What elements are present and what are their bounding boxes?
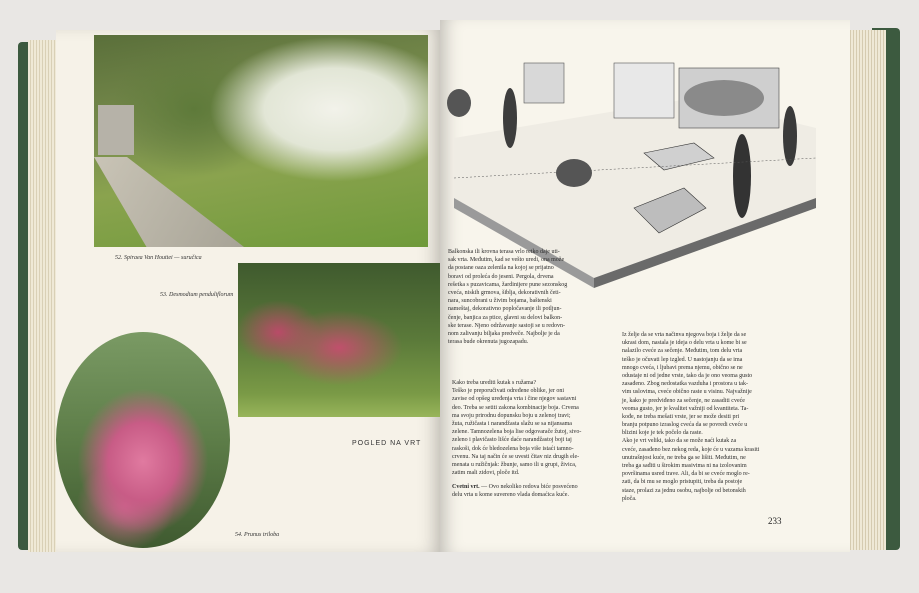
rose-corner-text: Kako treba urediti kutak s ružama? Teško je preporučivati određene oblike, jer oni zavise od opšeg uređenja vrta i čine njegov sastavni deo. Treba se setiti zakona kombinacije boja. Crvena ma svoju prirodnu dopunsku boju u zelenoj travi; žuta, ružičasta i narandžasta slažu se sa nijansama zelene. Tamnozelena boja lise odgovarače žutoj, sivo- zeleno i plavičasto lišće daće narandžastoj boji taj raskoši, dok će bledozelena boja više istaći tamno- crvenu. Na taj način će se uvesti čitav niz drugih ele- menata u ružičnjak: žbunje, samo ili u grupi, živica, zatim mali zidovi, ploče itd. Cvetni vrt. — Ovo nekoliko redova biće posvećeno delu vrta u kome suvereno vlada domaćica kuće. (452, 379, 620, 500)
page-number: 233 (768, 516, 782, 526)
caption-54: 54. Prunus triloba (235, 532, 280, 538)
caption-53: 53. Desmodium penduliflorum (160, 292, 234, 298)
rose-corner-title: Kako treba urediti kutak s ružama? (452, 380, 537, 386)
balcony-paragraph: Balkonska ili krovna terasa vrlo retko daje uti- sak vrta. Međutim, kad se veštо uredi, ona može da postane oaza zelenila na kojoj se prijatno boravi od proleća do jeseni. Pergola, drvena rešetka s puzavicama, žardinijere pune sezonskog cveća, niskih grmova, šiblja, dekorativnih četi- nara, suncobrani u živim bojama, baštenski nameštaj, dekorativno popločavanje ili potljun- čenje, banjica za ptice, glavni su delovi balkon- ske terase. Njeno održavanje sastoji se u redovn- nom zalivanju biljaka predveče. Najbolje je da terasa bude okrenuta jugozapadu. (448, 249, 568, 346)
flower-garden-heading: Cvetni vrt. (452, 484, 480, 491)
spiraea-hedge-photo (94, 35, 428, 247)
page-edges-right (848, 30, 886, 550)
section-heading-pogled: POGLED NA VRT (352, 440, 422, 447)
caption-52: 52. Spiraea Van Houttei — suručica (115, 255, 202, 261)
desmodium-photo (238, 263, 440, 417)
prunus-triloba-photo (56, 332, 230, 548)
cut-flower-text: Iz želje da se vrta načinva njegova boja i želje da se ukrasi dom, nastala je ideja o delu vrta u kome bi se nalazilo cveće za sečenje. Međutim, tom delu vrta teško je očuvati lep izgled. U nastojanju da se ima mnogo cveća, i ljubavi prema njemu, obično se ne odustaje ni od jedne vrste, tako da je ono veoma gusto zasađeno. Zbog nedostatka vazduha i prostora u tak- vim uslovima, cveće obično raste u visinu. Najvažnije je, kako je predviđeno za sečenje, ne zasaditi cveće veoma gusto, jer je kvalitet važniji od kvantiteta. Ta- kođe, ne treba mešati vrste, jer se može desiti pri branju potpuno izraslog cveća da se povredi cveće u blizini koje je tek počelo da raste. Ako je vrt veliki, tako da se može naći kutak za cveće, zasađeno bez nekog reda, koje će u vazama krasiti unutrašnjost kuće, ne treba ga se lišiti. Međutim, ne treba ga sađiti u širokim masivima ni na izolovanim površinama usred trave. Ali, da bi se cveće moglo re- zati, da bi mu se moglo pristupiti, treba da postoje staze, prolazi za jednu osobu, najbolje od betonskih ploča. (622, 332, 760, 502)
